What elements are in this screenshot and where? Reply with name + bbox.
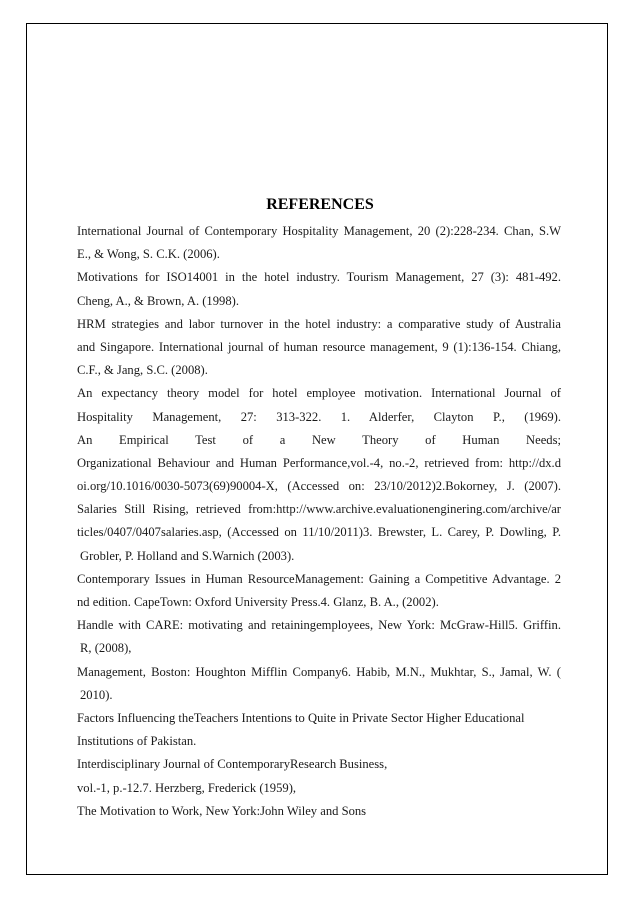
reference-line: HRM strategies and labor turnover in the hotel industry: a comparative study of Australia: [77, 316, 561, 331]
references-body: [77, 220, 561, 823]
reference-line: C.F., & Jang, S.C. (2008).: [77, 363, 208, 378]
reference-line: ticles/0407/0407salaries.asp, (Accessed on 11/10/2011)3. Brewster, L. Carey, P. Dowling, P.: [77, 525, 561, 540]
reference-line: and Singapore. International journal of human resource management, 9 (1):136-154. Chiang,: [77, 339, 561, 354]
reference-line: Institutions of Pakistan.: [77, 734, 197, 749]
reference-line: The Motivation to Work, New York:John Wiley and Sons: [77, 803, 367, 818]
reference-line: Motivations for ISO14001 in the hotel industry. Tourism Management, 27 (3): 481-492.: [77, 270, 561, 285]
reference-line: 2010).: [80, 687, 113, 702]
reference-line: R, (2008),: [80, 641, 132, 656]
reference-line: Hospitality Management, 27: 313-322. 1. Alderfer, Clayton P., (1969).: [77, 409, 561, 424]
reference-line: oi.org/10.1016/0030-5073(69)90004-X, (Accessed on: 23/10/2012)2.Bokorney, J. (2007).: [77, 479, 561, 494]
reference-line: E., & Wong, S. C.K. (2006).: [77, 247, 220, 262]
reference-line: An expectancy theory model for hotel employee motivation. International Journal of: [77, 386, 561, 401]
reference-line: Management, Boston: Houghton Mifflin Company6. Habib, M.N., Mukhtar, S., Jamal, W. (: [77, 664, 561, 679]
reference-line: Handle with CARE: motivating and retainingemployees, New York: McGraw-Hill5. Griffin.: [77, 618, 561, 633]
reference-line: Grobler, P. Holland and S.Warnich (2003).: [80, 548, 295, 563]
reference-line: vol.-1, p.-12.7. Herzberg, Frederick (1959),: [77, 780, 297, 795]
reference-line: Contemporary Issues in Human ResourceManagement: Gaining a Competitive Advantage. 2: [77, 571, 561, 586]
reference-line: Factors Influencing theTeachers Intentions to Quite in Private Sector Higher Educational: [77, 710, 525, 725]
reference-line: International Journal of Contemporary Hospitality Management, 20 (2):228-234. Chan, S.W: [77, 224, 561, 238]
reference-line: Salaries Still Rising, retrieved from:http://www.archive.evaluationenginering.com/archive/ar: [77, 502, 561, 517]
reference-line: Organizational Behaviour and Human Performance,vol.-4, no.-2, retrieved from: http://dx.d: [77, 455, 561, 470]
reference-line: Cheng, A., & Brown, A. (1998).: [77, 293, 239, 308]
reference-line: Interdisciplinary Journal of ContemporaryResearch Business,: [77, 757, 388, 772]
reference-line: nd edition. CapeTown: Oxford University Press.4. Glanz, B. A., (2002).: [77, 595, 439, 609]
references-heading: REFERENCES: [266, 196, 374, 213]
reference-line: An Empirical Test of a New Theory of Human Needs;: [77, 432, 561, 447]
